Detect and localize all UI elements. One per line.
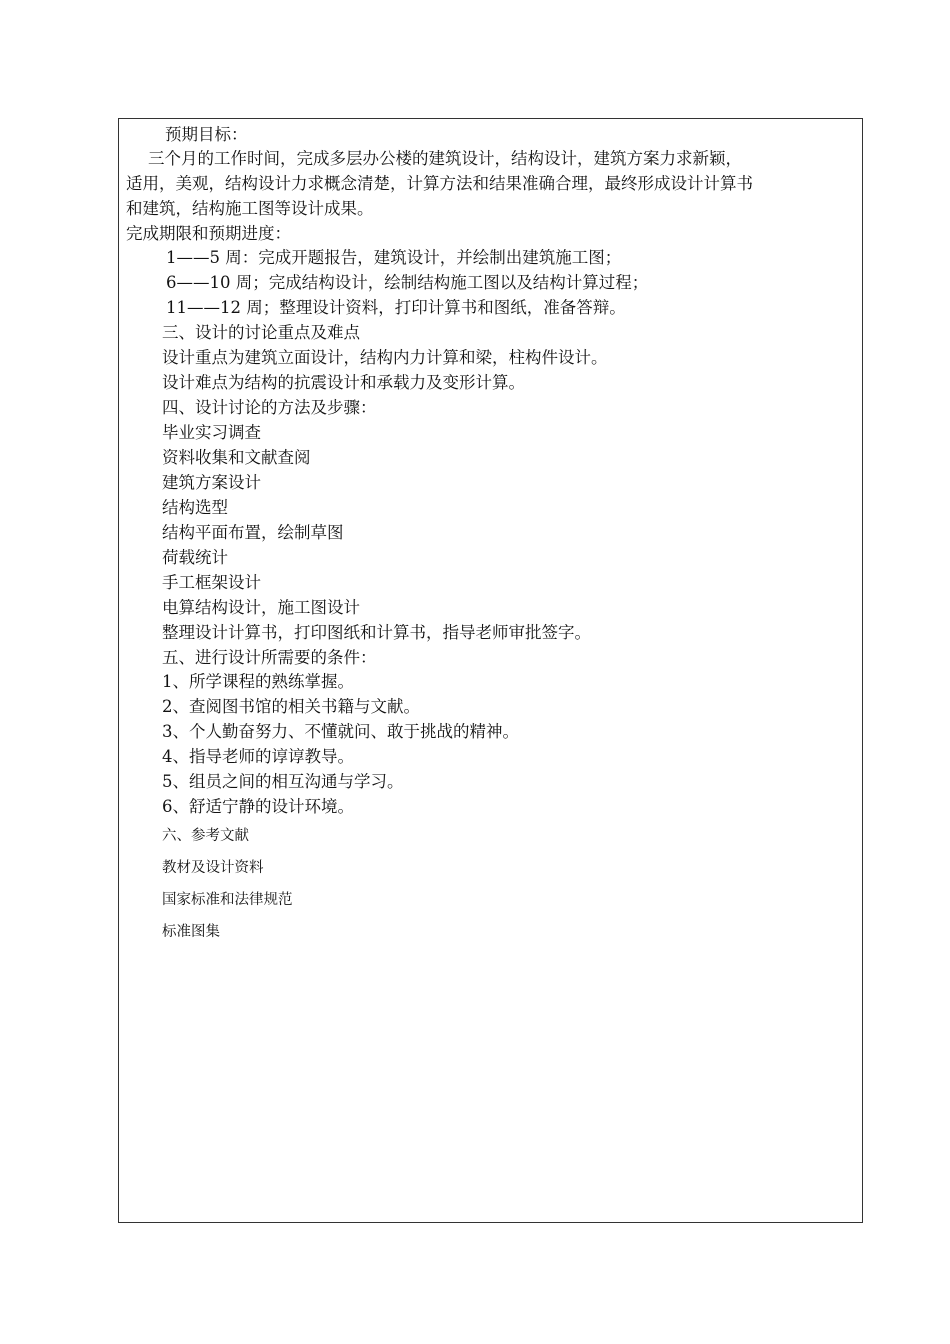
section3-line-1: 设计重点为建筑立面设计，结构内力计算和梁，柱构件设计。 [162, 348, 608, 367]
section4-step-7: 手工框架设计 [162, 573, 261, 592]
section4-step-1: 毕业实习调查 [162, 423, 261, 442]
schedule-item-2: 6——10 周；完成结构设计，绘制结构施工图以及结构计算过程； [166, 273, 649, 292]
section6-reference-3: 标准图集 [162, 924, 220, 940]
section4-step-5: 结构平面布置，绘制草图 [162, 523, 344, 542]
section5-heading: 五、进行设计所需要的条件： [162, 648, 377, 667]
section3-heading: 三、设计的讨论重点及难点 [162, 323, 360, 342]
section5-condition-3: 3、个人勤奋努力、不懂就问、敢于挑战的精神。 [162, 722, 519, 741]
section4-step-6: 荷载统计 [162, 548, 228, 567]
section3-line-2: 设计难点为结构的抗震设计和承载力及变形计算。 [162, 373, 525, 392]
expected-goal-heading: 预期目标： [165, 125, 248, 144]
section6-reference-1: 教材及设计资料 [162, 860, 264, 876]
section5-condition-1: 1、所学课程的熟练掌握。 [162, 672, 354, 691]
section4-step-9: 整理设计计算书，打印图纸和计算书，指导老师审批签字。 [162, 623, 591, 642]
section4-step-8: 电算结构设计，施工图设计 [162, 598, 360, 617]
expected-goal-line-1: 三个月的工作时间，完成多层办公楼的建筑设计，结构设计，建筑方案力求新颖， [148, 149, 742, 168]
section4-heading: 四、设计讨论的方法及步骤： [162, 398, 377, 417]
schedule-item-1: 1——5 周：完成开题报告，建筑设计，并绘制出建筑施工图； [166, 248, 622, 267]
schedule-item-3: 11——12 周；整理设计资料，打印计算书和图纸，准备答辩。 [166, 298, 626, 317]
section4-step-3: 建筑方案设计 [162, 473, 261, 492]
section6-reference-2: 国家标准和法律规范 [162, 892, 293, 908]
section5-condition-2: 2、查阅图书馆的相关书籍与文献。 [162, 697, 420, 716]
section4-step-2: 资料收集和文献查阅 [162, 448, 311, 467]
section4-step-4: 结构选型 [162, 498, 228, 517]
expected-goal-line-3: 和建筑，结构施工图等设计成果。 [126, 199, 374, 218]
section5-condition-5: 5、组员之间的相互沟通与学习。 [162, 772, 404, 791]
schedule-heading: 完成期限和预期进度： [126, 224, 291, 243]
section6-heading: 六、参考文献 [162, 828, 249, 844]
section5-condition-4: 4、指导老师的谆谆教导。 [162, 747, 354, 766]
section5-condition-6: 6、舒适宁静的设计环境。 [162, 797, 354, 816]
expected-goal-line-2: 适用，美观，结构设计力求概念清楚，计算方法和结果准确合理，最终形成设计计算书 [126, 174, 753, 193]
